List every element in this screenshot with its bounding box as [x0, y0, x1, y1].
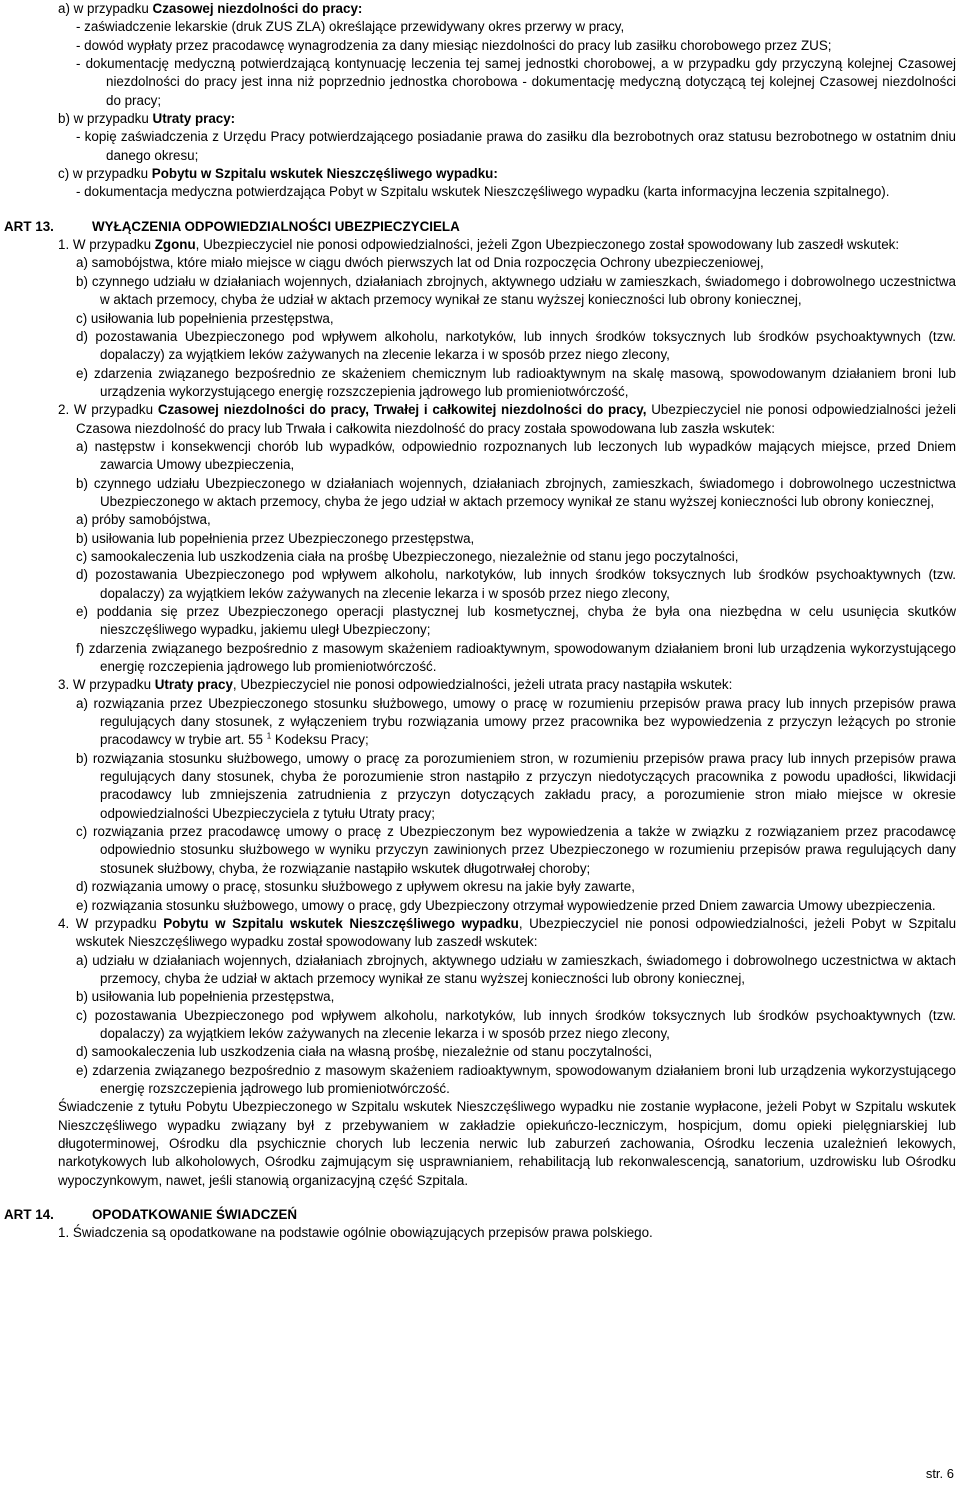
paragraph-4: 4. W przypadku Pobytu w Szpitalu wskutek Nieszczęśliwego wypadku, Ubezpieczyciel nie ponosi odpowiedzialności, jeżeli Pobyt w Szpitalu wskutek Nieszczęśliwego wypadku został spowodowany lub zaszedł wskutek: — [58, 915, 957, 950]
list-item: c) samookaleczenia lub uszkodzenia ciała na prośbę Ubezpieczonego, niezależnie od stanu jego poczytalności, — [76, 548, 739, 564]
list-item: - zaświadczenie lekarskie (druk ZUS ZLA) określające przewidywany okres przerwy w pracy, — [76, 19, 625, 35]
section-a-list — [58, 18, 956, 110]
article-14-heading — [4, 1206, 956, 1224]
page-number: str. 6 — [925, 1466, 954, 1481]
list-item: c) usiłowania lub popełnienia przestępstwa, — [76, 310, 334, 326]
list-item: a) udziału w działaniach wojennych, działaniach zbrojnych, aktywnego udziału w zamieszkach, świadomego i dobrowolnego uczestnictwa w aktach przemocy, chyba że udział w aktach przemocy wynikał ze stanu wyższej konieczności lub obrony koniecznej, — [76, 952, 956, 986]
paragraph-2: 2. W przypadku Czasowej niezdolności do pracy, Trwałej i całkowitej niezdolności do pracy, Ubezpieczyciel nie ponosi odpowiedzialności jeżeli Czasowa niezdolność do pracy lub Trwała i całkowita niezdolność do pracy została spowodowana lub zaszła wskutek: — [58, 402, 957, 436]
list-item: - dokumentację medyczną potwierdzającą kontynuację leczenia tej samej jednostki chorobowej, a w przypadku gdy przyczyną kolejnej Czasowej niezdolności do pracy jest inna niż poprzednio jednostka chorobowa - dokumentację medyczną dotyczącą tej kolejnej Czasowej niezdolności do pracy; — [76, 56, 956, 108]
list-item: d) pozostawania Ubezpieczonego pod wpływem alkoholu, narkotyków, lub innych środków toksycznych lub środków psychoaktywnych (tzw. dopalaczy) za wyjątkiem leków zażywanych na zlecenie lekarza i w sposób przez niego zlecony, — [76, 567, 956, 601]
list-item: - dokumentacja medyczna potwierdzająca Pobyt w Szpitalu wskutek Nieszczęśliwego wypadku (karta informacyjna leczenia szpitalnego). — [76, 184, 890, 200]
paragraph-3: 3. W przypadku Utraty pracy, Ubezpieczyciel nie ponosi odpowiedzialności, jeżeli utrata pracy nastąpiła wskutek: — [58, 677, 733, 693]
list-item: f) zdarzenia związanego bezpośrednio z masowym skażeniem radioaktywnym, spowodowanym działaniem broni lub urządzenia wykorzystującego energię rozczepienia jądrowego lub promieniotwórczość. — [76, 640, 956, 675]
paragraph-3-list — [58, 695, 956, 915]
paragraph-2-list — [58, 438, 956, 676]
list-item: - kopię zaświadczenia z Urzędu Pracy potwierdzającego posiadanie prawa do zasiłku dla bezrobotnych oraz statusu bezrobotnego w ostatnim dniu danego okresu; — [76, 129, 956, 163]
list-item: a) następstw i konsekwencji chorób lub wypadków, odpowiednio rozpoznanych lub leczonych lub wypadków mających miejsce, przed Dniem zawarcia Umowy ubezpieczenia, — [76, 438, 956, 473]
list-item: c) pozostawania Ubezpieczonego pod wpływem alkoholu, narkotyków, lub innych środków toksycznych lub środków psychoaktywnych (tzw. dopalaczy) za wyjątkiem leków zażywanych na zlecenie lekarza i w sposób przez niego zlecony, — [76, 1007, 956, 1041]
list-item: d) rozwiązania umowy o pracę, stosunku służbowego z upływem okresu na jakie były zawarte, — [76, 879, 635, 895]
section-c-list — [58, 183, 956, 201]
section-a-heading: a) w przypadku Czasowej niezdolności do pracy: — [58, 1, 363, 16]
list-item: a) rozwiązania przez Ubezpieczonego stosunku służbowego, umowy o pracę w rozumieniu przepisów prawa pracy lub innych przepisów prawa regulujących dany stosunek, z wyłączeniem trybu rozwiązania umowy przez pracownika bez wypowiedzenia z przyczyn leżących po stronie pracodawcy w trybie art. 55 $^1$ Kodeksu Pracy; — [76, 695, 956, 748]
list-item: b) rozwiązania stosunku służbowego, umowy o pracę za porozumieniem stron, w rozumieniu przepisów prawa pracy lub innych przepisów prawa regulujących dany stosunek, chyba że porozumienie stron nastąpiło z przyczyn niedotyczących pracownika z powodu upadłości, likwidacji pracodawcy lub zmniejszenia zatrudnienia z przyczyn dotyczących zakładu pracy, a porozumienie stron miało miejsce w okresie odpowiedzialności Ubezpieczyciela z tytułu Utraty pracy; — [76, 750, 956, 821]
paragraph-4-list — [58, 952, 956, 1099]
list-item: b) usiłowania lub popełnienia przestępstwa, — [76, 989, 335, 1005]
article-number: ART 14. — [4, 1207, 54, 1222]
article-title: OPODATKOWANIE ŚWIADCZEŃ — [92, 1207, 298, 1222]
list-item: c) rozwiązania przez pracodawcę umowy o pracę z Ubezpieczonym bez wypowiedzenia a także w związku z rozwiązaniem przez pracodawcę odpowiednio stosunku służbowego w wyniku przyczyn zawinionych przez Ubezpieczonego w rozumieniu przepisów prawa regulujących dany stosunek służbowy, chyba, że rozwiązanie nastąpiło wskutek długotrwałej choroby; — [76, 824, 956, 876]
paragraph-1-list — [58, 254, 956, 401]
section-b-heading: b) w przypadku Utraty pracy: — [58, 111, 236, 127]
closing-paragraph: Świadczenie z tytułu Pobytu Ubezpieczonego w Szpitalu wskutek Nieszczęśliwego wypadku nie zostanie wypłacone, jeżeli Pobyt w Szpitalu wskutek Nieszczęśliwego wypadku związany był z przebywaniem w zakładzie opiekuńczo-leczniczym, hospicjum, domu opieki pielęgniarskiej lub długoterminowej, Ośrodku dla psychicznie chorych lub leczenia nerwic lub zaburzeń zachowania, Ośrodku leczenia uzależnień lekowych, narkotykowych lub alkoholowych, Ośrodku zajmującym się usprawnianiem, rehabilitacją lub rekonwalescencją, sanatorium, uzdrowisku lub Ośrodku wypoczynkowym, nawet, jeśli stanowią organizacyjną część Szpitala. — [58, 1099, 956, 1188]
list-item: a) samobójstwa, które miało miejsce w ciągu dwóch pierwszych lat od Dnia rozpoczęcia Ochrony ubezpieczeniowej, — [76, 255, 764, 271]
document-page — [4, 0, 957, 1243]
list-item: d) samookaleczenia lub uszkodzenia ciała na własną prośbę, niezależnie od stanu poczytalności, — [76, 1044, 653, 1060]
list-item: d) pozostawania Ubezpieczonego pod wpływem alkoholu, narkotyków, lub innych środków toksycznych lub środków psychoaktywnych (tzw. dopalaczy) za wyjątkiem leków zażywanych na zlecenie lekarza i w sposób przez niego zlecony, — [76, 328, 956, 363]
list-item: e) rozwiązania stosunku służbowego, umowy o pracę, gdy Ubezpieczony otrzymał wypowiedzenie przed Dniem zawarcia Umowy ubezpieczenia. — [76, 897, 936, 913]
list-item: e) zdarzenia związanego bezpośrednio z masowym skażeniem radioaktywnym, spowodowanym działaniem broni lub urządzenia wykorzystującego energię rozszczepienia jądrowego lub promieniotwórczość. — [76, 1062, 956, 1096]
section-c-heading: c) w przypadku Pobytu w Szpitalu wskutek Nieszczęśliwego wypadku: — [58, 166, 498, 182]
superscript: 1 — [266, 731, 272, 741]
paragraph-1: 1. W przypadku Zgonu, Ubezpieczyciel nie ponosi odpowiedzialności, jeżeli Zgon Ubezpieczonego został spowodowany lub zaszedł wskutek: — [58, 237, 900, 253]
paragraph-1: 1. Świadczenia są opodatkowane na podstawie ogólnie obowiązujących przepisów prawa polskiego. — [58, 1225, 653, 1241]
list-item: e) zdarzenia związanego bezpośrednio ze skażeniem chemicznym lub radioaktywnym na skalę masową, spowodowanym działaniem broni lub urządzenia wykorzystującego energię rozszczepienia jądrowego lub promieniotwórczość, — [76, 365, 956, 399]
list-item: e) poddania się przez Ubezpieczonego operacji plastycznej lub kosmetycznej, chyba że była ona niezbędna w celu usunięcia skutków nieszczęśliwego wypadku, jakiemu uległ Ubezpieczony; — [76, 604, 956, 638]
list-item: b) czynnego udziału Ubezpieczonego w działaniach wojennych, działaniach zbrojnych, zamieszkach, świadomego i dobrowolnego uczestnictwa Ubezpieczonego w aktach przemocy, chyba że jego udział w aktach przemocy wynikał ze stanu wyższej konieczności lub obrony koniecznej, — [76, 475, 956, 509]
list-item: b) czynnego udziału w działaniach wojennych, działaniach zbrojnych, aktywnego udziału w zamieszkach, świadomego i dobrowolnego uczestnictwa w aktach przemocy, chyba że udział w aktach przemocy wynikał ze stanu wyższej konieczności lub obrony koniecznej, — [76, 273, 956, 308]
list-item: a) próby samobójstwa, — [76, 512, 211, 528]
list-item: - dowód wypłaty przez pracodawcę wynagrodzenia za dany miesiąc niezdolności do pracy lub zasiłku chorobowego przez ZUS; — [76, 37, 832, 53]
article-title: WYŁĄCZENIA ODPOWIEDZIALNOŚCI UBEZPIECZYCIELA — [92, 218, 460, 234]
article-13-heading — [4, 218, 956, 236]
article-number: ART 13. — [4, 218, 54, 234]
list-item: b) usiłowania lub popełnienia przez Ubezpieczonego przestępstwa, — [76, 530, 475, 546]
section-b-list — [58, 128, 956, 165]
